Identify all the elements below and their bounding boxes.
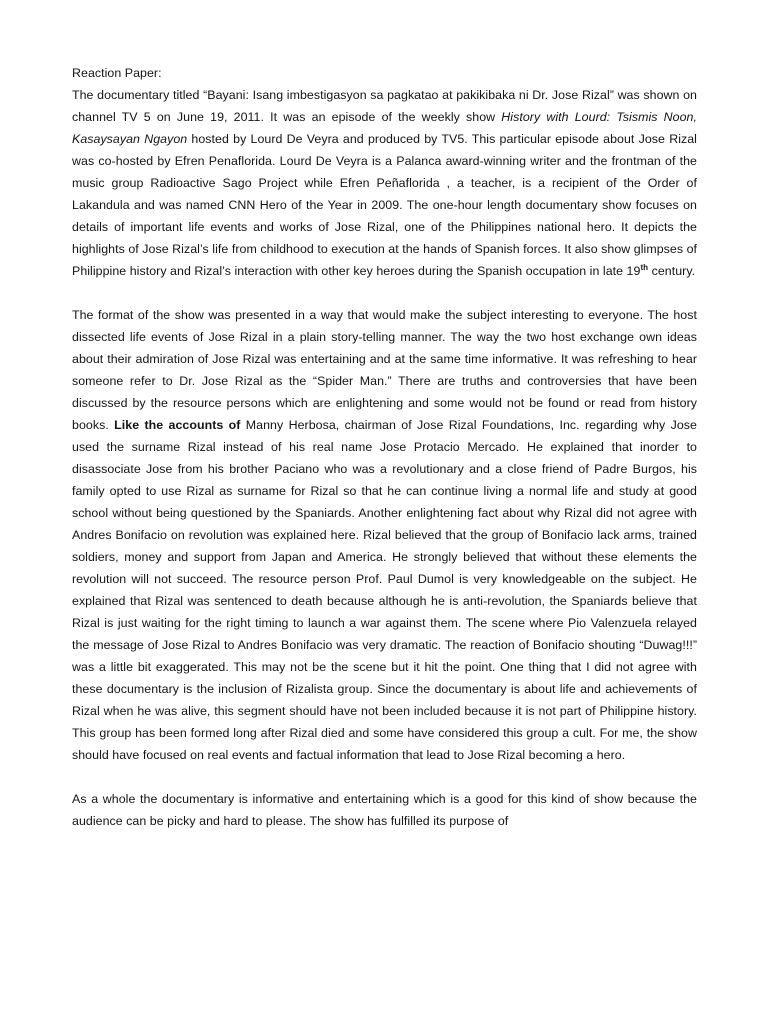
paragraph-2-text-a: The format of the show was presented in a way that would make the subject interesting to everyone. The host dissected life events of Jose Rizal in a plain story-telling manner. The way the two host exchange own ideas about their admiration of Jose Rizal was entertaining and at the same time informative. It was refreshing to hear someone refer to Dr. Jose Rizal as the “Spider Man.” There are truths and controversies that have been discussed by the resource persons which are enlightening and some would not be found or read from history books. xyxy=(72,308,697,432)
paragraph-2-bold-phrase: Like the accounts of xyxy=(114,418,241,432)
show-title: History with Lourd: Tsismis Noon, Kasaysayan Ngayon xyxy=(72,110,697,146)
paragraph-2-text-b: Manny Herbosa, chairman of Jose Rizal Foundations, Inc. regarding why Jose used the surname Rizal instead of his real name Jose Protacio Mercado. He explained that inorder to disassociate Jose from his brother Paciano who was a revolutionary and a close friend of Padre Burgos, his family opted to use Rizal as surname for Rizal so that he can continue living a normal life and study at good school without being questioned by the Spaniards. Another enlightening fact about why Rizal did not agree with Andres Bonifacio on revolution was explained here. Rizal believed that the group of Bonifacio lack arms, trained soldiers, money and support from Japan and America. He strongly believed that without these elements the revolution will not succeed. The resource person Prof. Paul Dumol is very knowledgeable on the subject. He explained that Rizal was sentenced to death because although he is anti-revolution, the Spaniards believe that Rizal is just waiting for the right timing to launch a war against them. The scene where Pio Valenzuela relayed the message of Jose Rizal to Andres Bonifacio was very dramatic. The reaction of Bonifacio shouting “Duwag!!!” was a little bit exaggerated. This may not be the scene but it hit the point. One thing that I did not agree with these documentary is the inclusion of Rizalista group. Since the documentary is about life and achievements of Rizal when he was alive, this segment should have not been included because it is not part of Philippine history. This group has been formed long after Rizal died and some have considered this group a cult. For me, the show should have focused on real events and factual information that lead to Jose Rizal becoming a hero. xyxy=(72,418,697,762)
document-body xyxy=(72,62,697,832)
paragraph-1 xyxy=(72,84,697,282)
paragraph-1-text-c: century. xyxy=(648,264,696,278)
document-heading: Reaction Paper: xyxy=(72,66,162,80)
paragraph-3-text-a: As a whole the documentary is informative and entertaining which is a good for this kind of show because the audience can be picky and hard to please. The show has fulfilled its purpose of xyxy=(72,792,697,828)
paragraph-2 xyxy=(72,304,697,766)
paragraph-3 xyxy=(72,788,697,832)
paragraph-1-text-a: The documentary titled “Bayani: Isang imbestigasyon sa pagkatao at pakikibaka ni Dr. Jose Rizal” was shown on channel TV 5 on June 19, 2011. It was an episode of the weekly show xyxy=(72,88,697,124)
paragraph-1-text-b: hosted by Lourd De Veyra and produced by TV5. This particular episode about Jose Rizal was co-hosted by Efren Penaflorida. Lourd De Veyra is a Palanca award-winning writer and the frontman of the music group Radioactive Sago Project while Efren Peñaflorida , a teacher, is a recipient of the Order of Lakandula and was named CNN Hero of the Year in 2009. The one-hour length documentary show focuses on details of important life events and works of Jose Rizal, one of the Philippines national hero. It depicts the highlights of Jose Rizal’s life from childhood to execution at the hands of Spanish forces. It also show glimpses of Philippine history and Rizal’s interaction with other key heroes during the Spanish occupation in late 19 xyxy=(72,132,697,278)
ordinal-superscript: th xyxy=(640,262,649,272)
